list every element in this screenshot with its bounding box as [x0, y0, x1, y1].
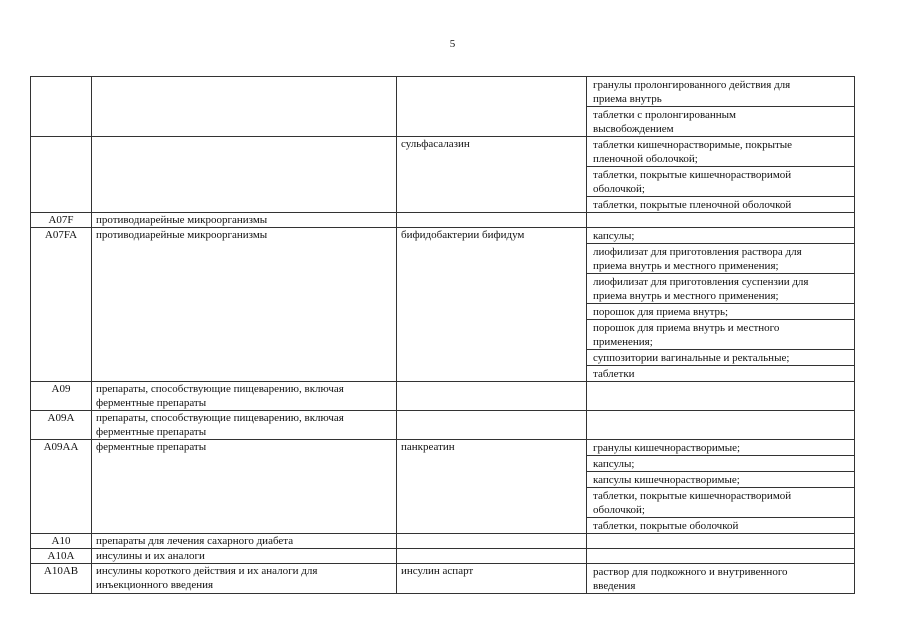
group-text-line: противодиарейные микроорганизмы	[96, 229, 268, 241]
dosage-form-item	[587, 166, 854, 196]
dosage-form-line: оболочкой;	[593, 504, 645, 516]
dosage-form-line: таблетки, покрытые кишечнорастворимой	[593, 490, 792, 502]
atc-code-cell: A07FA	[31, 228, 92, 382]
dosage-form-item	[587, 349, 854, 365]
group-text-line: ферментные препараты	[96, 426, 207, 438]
dosage-form-line: таблетки	[593, 368, 635, 380]
anatomical-therapeutic-group-cell	[92, 534, 397, 549]
dosage-form-line: таблетки кишечнорастворимые, покрытые	[593, 139, 793, 151]
dosage-form-item	[587, 564, 854, 593]
table-row	[31, 137, 855, 213]
dosage-form-line: оболочкой;	[593, 183, 645, 195]
table-row	[31, 534, 855, 549]
dosage-form-line: таблетки, покрытые пленочной оболочкой	[593, 199, 792, 211]
dosage-form-line: высвобождением	[593, 123, 674, 135]
drug-name-cell	[397, 382, 587, 411]
dosage-form-line: порошок для приема внутрь;	[593, 306, 729, 318]
dosage-form-line: капсулы;	[593, 230, 635, 242]
table-row	[31, 440, 855, 534]
page-number: 5	[449, 38, 456, 50]
drug-name-cell	[397, 534, 587, 549]
dosage-form-item	[587, 106, 854, 136]
dosage-form-item	[587, 487, 854, 517]
dosage-forms-cell	[587, 564, 855, 594]
drug-name-cell	[397, 564, 587, 594]
drug-name-cell	[397, 411, 587, 440]
drug-name-cell	[397, 77, 587, 137]
atc-code-cell	[31, 137, 92, 213]
medication-table-body	[31, 77, 855, 594]
anatomical-therapeutic-group-cell	[92, 564, 397, 594]
dosage-form-line: введения	[593, 580, 636, 592]
dosage-forms-cell	[587, 77, 855, 137]
dosage-forms-cell	[587, 440, 855, 534]
atc-code-cell: A07F	[31, 213, 92, 228]
dosage-form-line: приема внутрь	[593, 93, 662, 105]
dosage-form-item	[587, 137, 854, 166]
dosage-form-item	[587, 319, 854, 349]
dosage-forms-cell	[587, 382, 855, 411]
anatomical-therapeutic-group-cell	[92, 382, 397, 411]
dosage-form-item	[587, 517, 854, 533]
dosage-form-line: таблетки, покрытые кишечнорастворимой	[593, 169, 792, 181]
drug-name-line: инсулин аспарт	[401, 565, 474, 577]
drug-name-cell	[397, 213, 587, 228]
dosage-form-item	[587, 228, 854, 243]
group-text-line: инъекционного введения	[96, 579, 214, 591]
table-row	[31, 213, 855, 228]
drug-name-line: панкреатин	[401, 441, 455, 453]
dosage-form-item	[587, 273, 854, 303]
dosage-forms-cell	[587, 213, 855, 228]
atc-code-cell: A09	[31, 382, 92, 411]
dosage-form-line: суппозитории вагинальные и ректальные;	[593, 352, 790, 364]
dosage-form-item	[587, 471, 854, 487]
group-text-line: препараты, способствующие пищеварению, включая	[96, 383, 344, 395]
atc-code-cell: A10	[31, 534, 92, 549]
drug-name-cell	[397, 440, 587, 534]
dosage-forms-cell	[587, 137, 855, 213]
atc-code-cell	[31, 77, 92, 137]
drug-name-line: сульфасалазин	[401, 138, 470, 150]
dosage-form-item	[587, 440, 854, 455]
atc-code-cell: A10AB	[31, 564, 92, 594]
dosage-form-item	[587, 455, 854, 471]
dosage-form-line: лиофилизат для приготовления суспензии для	[593, 276, 809, 288]
anatomical-therapeutic-group-cell	[92, 411, 397, 440]
dosage-form-line: гранулы пролонгированного действия для	[593, 79, 791, 91]
atc-code-cell: A09AA	[31, 440, 92, 534]
group-text-line: препараты, способствующие пищеварению, включая	[96, 412, 344, 424]
atc-code-cell: A09A	[31, 411, 92, 440]
table-row	[31, 77, 855, 137]
dosage-form-line: капсулы кишечнорастворимые;	[593, 474, 740, 486]
table-row	[31, 411, 855, 440]
dosage-form-line: таблетки с пролонгированным	[593, 109, 737, 121]
table-row	[31, 382, 855, 411]
group-text-line: ферментные препараты	[96, 397, 207, 409]
anatomical-therapeutic-group-cell	[92, 228, 397, 382]
dosage-form-item	[587, 196, 854, 212]
dosage-form-line: раствор для подкожного и внутривенного	[593, 566, 788, 578]
dosage-forms-cell	[587, 228, 855, 382]
anatomical-therapeutic-group-cell	[92, 213, 397, 228]
dosage-form-line: гранулы кишечнорастворимые;	[593, 442, 741, 454]
dosage-form-item	[587, 243, 854, 273]
group-text-line: инсулины короткого действия и их аналоги для	[96, 565, 318, 577]
table-row	[31, 564, 855, 594]
table-row	[31, 549, 855, 564]
drug-name-cell	[397, 228, 587, 382]
drug-name-line: бифидобактерии бифидум	[401, 229, 525, 241]
atc-code-cell: A10A	[31, 549, 92, 564]
medication-table	[30, 76, 855, 594]
dosage-form-line: приема внутрь и местного применения;	[593, 290, 779, 302]
dosage-forms-cell	[587, 549, 855, 564]
dosage-form-line: применения;	[593, 336, 653, 348]
dosage-form-item	[587, 77, 854, 106]
table-row	[31, 228, 855, 382]
group-text-line: инсулины и их аналоги	[96, 550, 205, 562]
group-text-line: препараты для лечения сахарного диабета	[96, 535, 294, 547]
anatomical-therapeutic-group-cell	[92, 77, 397, 137]
dosage-forms-cell	[587, 411, 855, 440]
anatomical-therapeutic-group-cell	[92, 137, 397, 213]
group-text-line: ферментные препараты	[96, 441, 207, 453]
dosage-form-line: приема внутрь и местного применения;	[593, 260, 779, 272]
dosage-form-item	[587, 365, 854, 381]
dosage-form-line: пленочной оболочкой;	[593, 153, 698, 165]
dosage-forms-cell	[587, 534, 855, 549]
drug-name-cell	[397, 549, 587, 564]
dosage-form-line: капсулы;	[593, 458, 635, 470]
anatomical-therapeutic-group-cell	[92, 549, 397, 564]
dosage-form-line: лиофилизат для приготовления раствора для	[593, 246, 802, 258]
drug-name-cell	[397, 137, 587, 213]
dosage-form-line: таблетки, покрытые оболочкой	[593, 520, 739, 532]
dosage-form-item	[587, 303, 854, 319]
group-text-line: противодиарейные микроорганизмы	[96, 214, 268, 226]
dosage-form-line: порошок для приема внутрь и местного	[593, 322, 780, 334]
anatomical-therapeutic-group-cell	[92, 440, 397, 534]
